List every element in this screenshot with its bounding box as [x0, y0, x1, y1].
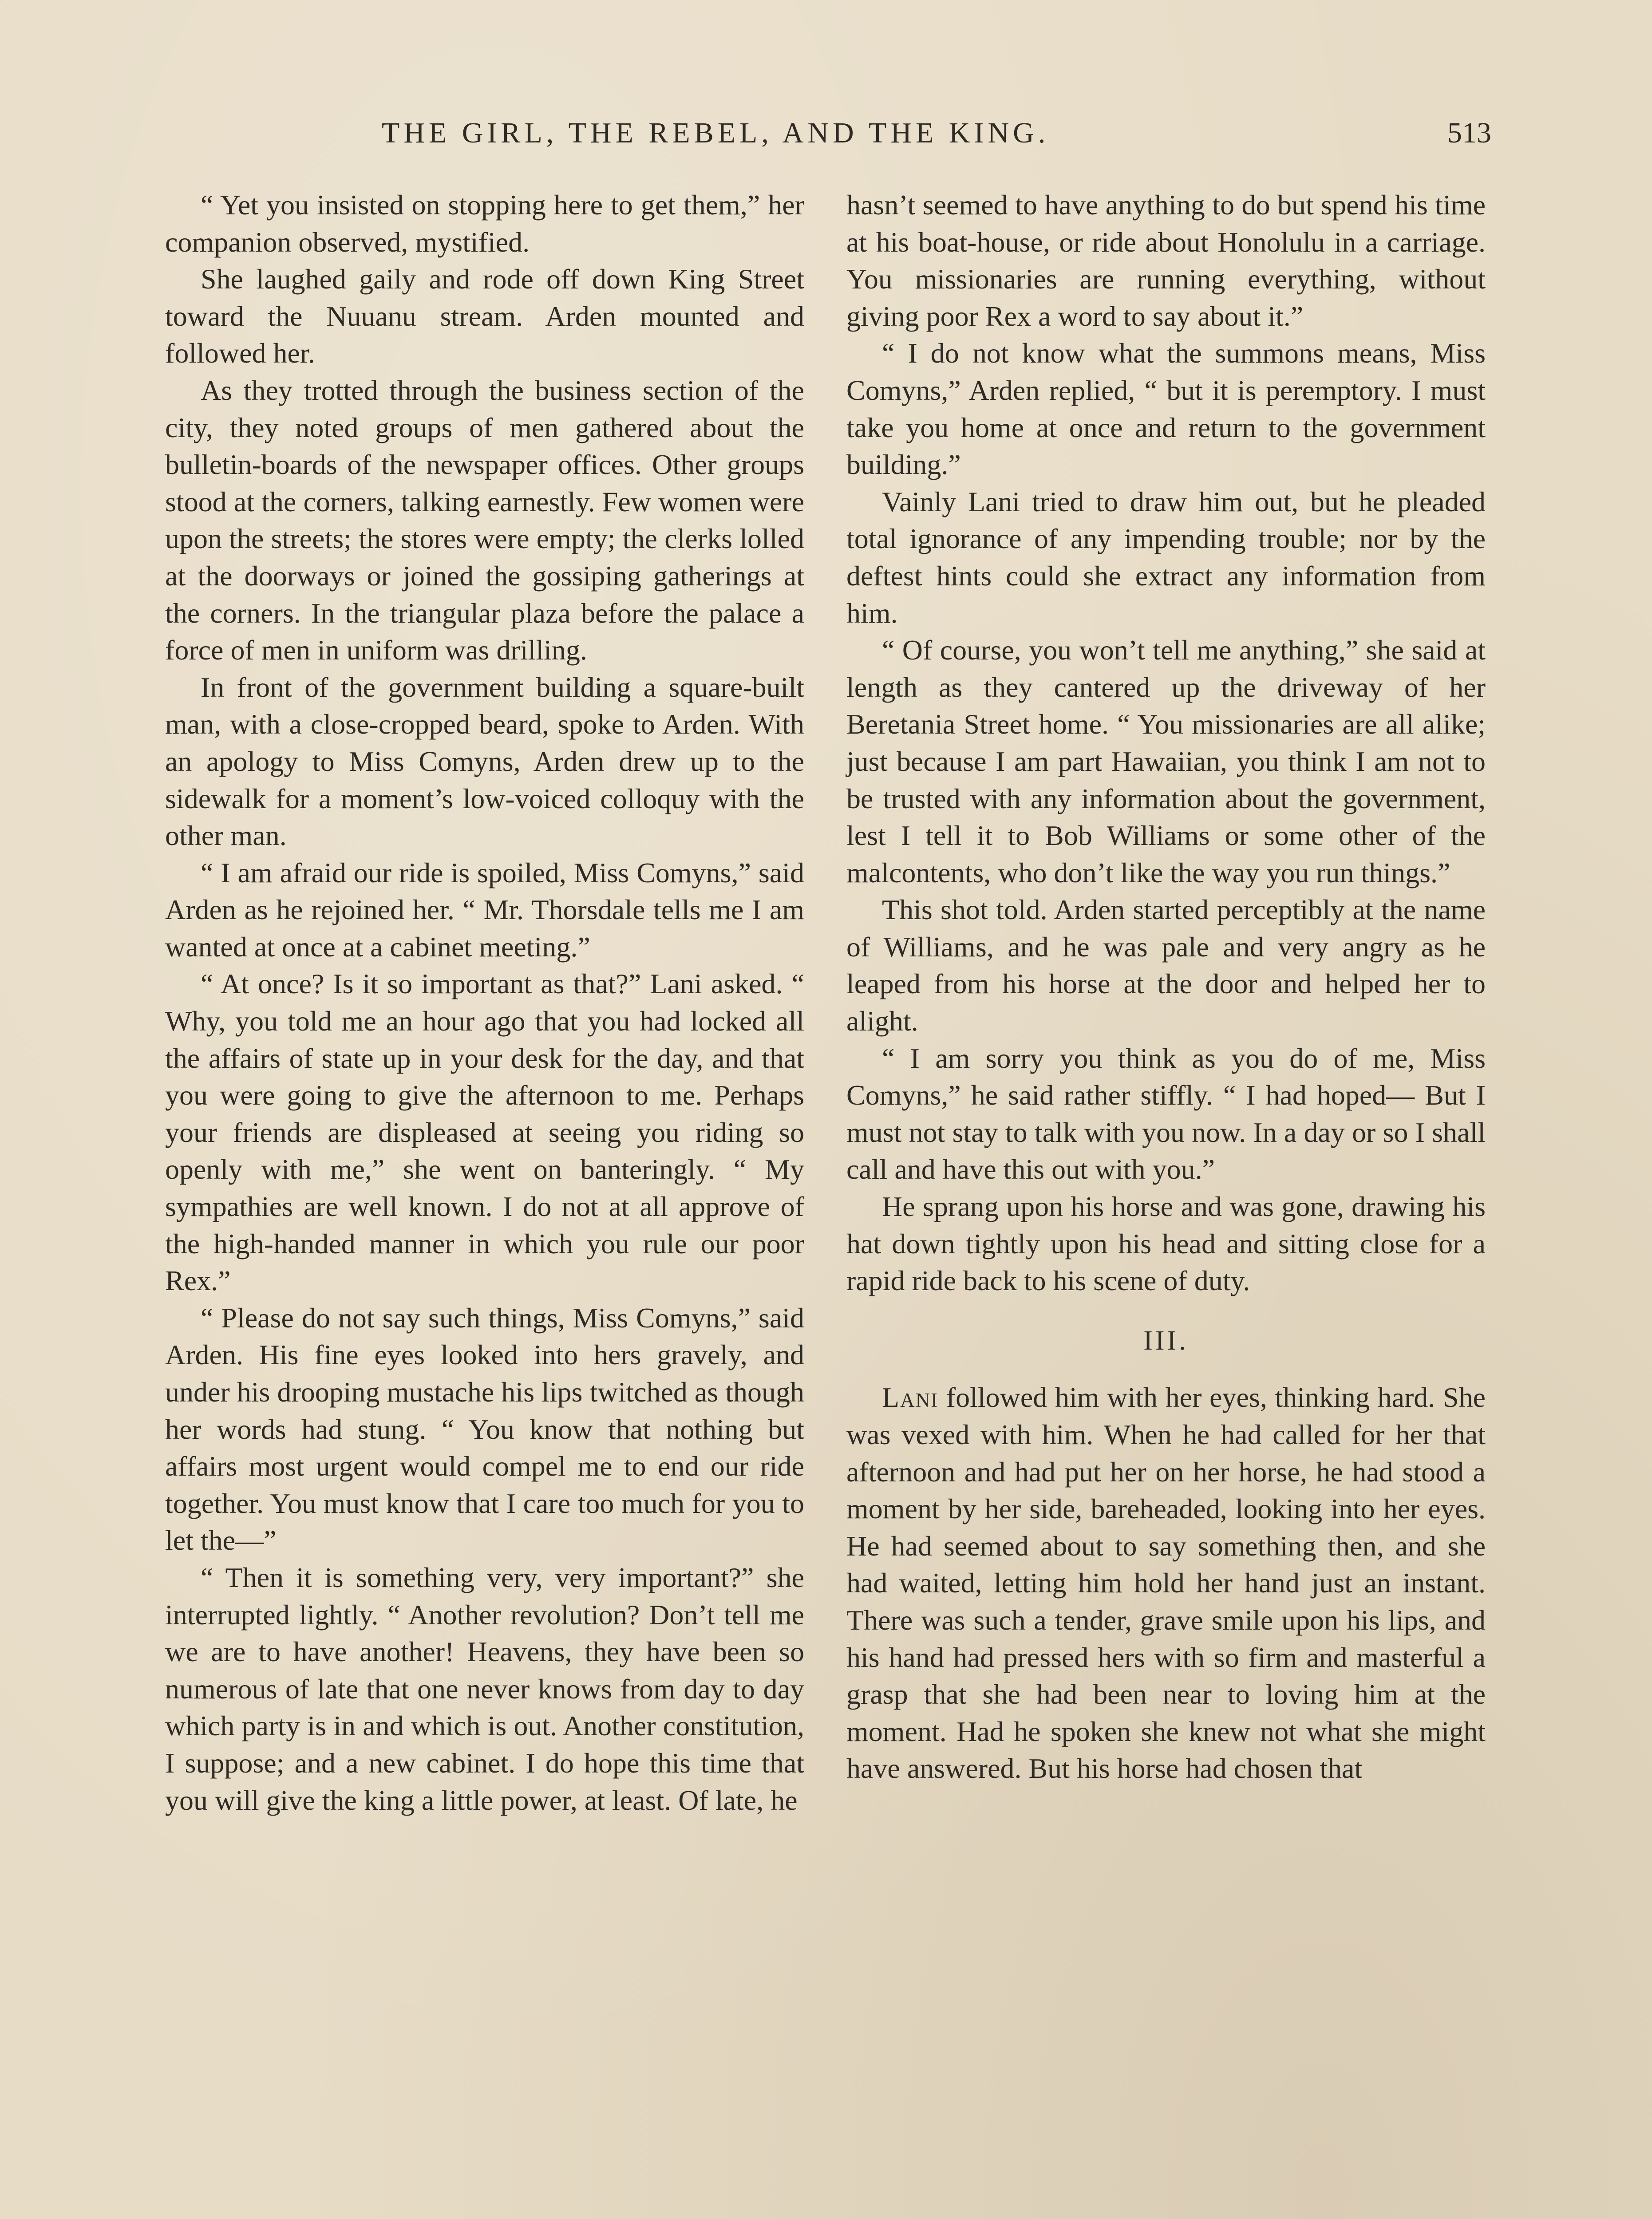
page-number: 513 — [1447, 117, 1491, 149]
paragraph: In front of the government building a square-built man, with a close-cropped beard, spoke to Arden. With an apology to Miss Comyns, Arden drew up to the sidewalk for a moment’s low-voiced colloquy with the other man. — [165, 671, 804, 852]
right-column — [846, 186, 1486, 1787]
paragraph: She laughed gaily and rode off down King Street toward the Nuuanu stream. Arden mounted and followed her. — [165, 263, 804, 369]
paragraph: “ Then it is something very, very important?” she interrupted lightly. “ Another revolution? Don’t tell me we are to have another! Heavens, they have been so numerous of late that one never knows from day to day which party is in and which is out. Another constitution, I suppose; and a new cabinet. I do hope this time that you will give the king a little power, at least. Of late, he — [165, 1561, 804, 1816]
paragraph: “ Yet you insisted on stopping here to get them,” her companion observed, mystified. — [165, 189, 804, 258]
paragraph-continued: hasn’t seemed to have anything to do but spend his time at his boat-house, or ride about Honolulu in a carriage. You missionaries are running everything, without giving poor Rex a word to say about it.” — [846, 189, 1486, 332]
running-title: THE GIRL, THE REBEL, AND THE KING. — [382, 117, 1050, 149]
paragraph: Vainly Lani tried to draw him out, but he pleaded total ignorance of any impending trouble; nor by the deftest hints could she extract any information from him. — [846, 486, 1486, 629]
paragraph: This shot told. Arden started perceptibly at the name of Williams, and he was pale and very angry as he leaped from his horse at the door and helped her to alight. — [846, 894, 1486, 1037]
paragraph: “ At once? Is it so important as that?” Lani asked. “ Why, you told me an hour ago that you had locked all the affairs of state up in your desk for the day, and that you were going to give the afternoon to me. Perhaps your friends are displeased at seeing you riding so openly with me,” she went on banteringly. “ My sympathies are well known. I do not at all approve of the high-handed manner in which you rule our poor Rex.” — [165, 968, 804, 1297]
running-header — [164, 116, 1491, 156]
lead-word: Lani — [882, 1382, 939, 1414]
paragraph: “ I am afraid our ride is spoiled, Miss Comyns,” said Arden as he rejoined her. “ Mr. Thorsdale tells me I am wanted at once at a cabinet meeting.” — [165, 857, 804, 963]
left-column — [165, 186, 804, 1819]
paragraph: “ Of course, you won’t tell me anything,” she said at length as they cantered up the driveway of her Beretania Street home. “ You missionaries are all alike; just because I am part Hawaiian, you think I am not to be trusted with any information about the government, lest I tell it to Bob Williams or some other of the malcontents, who don’t like the way you run things.” — [846, 634, 1486, 888]
paragraph: As they trotted through the business section of the city, they noted groups of men gathered about the bulletin-boards of the newspaper offices. Other groups stood at the corners, talking earnestly. Few women were upon the streets; the stores were empty; the clerks lolled at the doorways or joined the gossiping gatherings at the corners. In the triangular plaza before the palace a force of men in uniform was drilling. — [165, 374, 804, 666]
section-heading: III. — [1143, 1325, 1189, 1356]
paragraph: “ I do not know what the summons means, Miss Comyns,” Arden replied, “ but it is peremptory. I must take you home at once and return to the government building.” — [846, 337, 1486, 481]
paragraph: He sprang upon his horse and was gone, drawing his hat down tightly upon his head and sitting close for a rapid ride back to his scene of duty. — [846, 1191, 1486, 1297]
paragraph: “ I am sorry you think as you do of me, Miss Comyns,” he said rather stiffly. “ I had hoped— But I must not stay to talk with you now. In a day or so I shall call and have this out with you.” — [846, 1042, 1486, 1185]
paragraph: “ Please do not say such things, Miss Comyns,” said Arden. His fine eyes looked into hers gravely, and under his drooping mustache his lips twitched as though her words had stung. “ You know that nothing but affairs most urgent would compel me to end our ride together. You must know that I care too much for you to let the—” — [165, 1302, 804, 1556]
paragraph-section-start — [846, 1379, 1486, 1787]
paragraph-body: followed him with her eyes, thinking hard. She was vexed with him. When he had called for her that afternoon and had put her on her horse, he had stood a moment by her side, bareheaded, looking into her eyes. He had seemed about to say something then, and she had waited, letting him hold her hand just an instant. There was such a tender, grave smile upon his lips, and his hand had pressed hers with so firm and masterful a grasp that she had been near to loving him at the moment. Had he spoken she knew not what she might have answered. But his horse had chosen that — [846, 1382, 1486, 1785]
